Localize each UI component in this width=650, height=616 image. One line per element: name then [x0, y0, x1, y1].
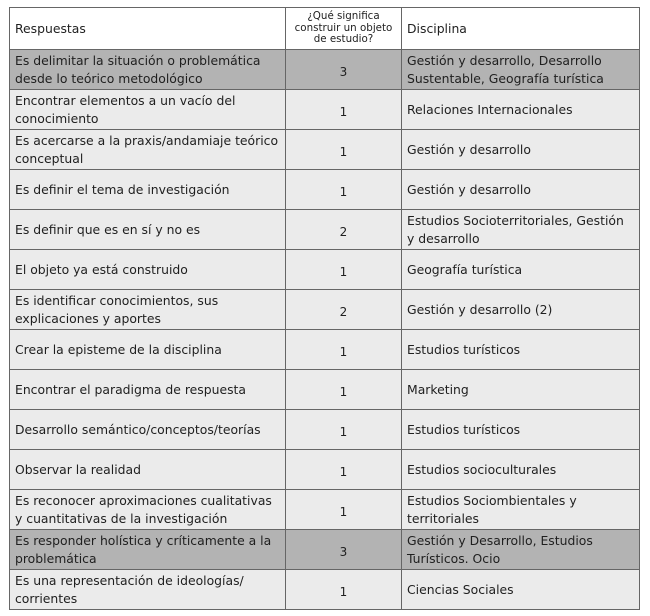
respuesta-cell: El objeto ya está construido — [10, 250, 286, 290]
responses-table — [9, 7, 640, 610]
disciplina-cell: Gestión y desarrollo, Desarrollo Sustentable, Geografía turística — [402, 50, 640, 90]
table-row — [10, 130, 640, 170]
respuesta-cell: Observar la realidad — [10, 450, 286, 490]
table-row — [10, 570, 640, 610]
count-cell: 1 — [286, 570, 402, 610]
respuesta-cell: Crear la episteme de la disciplina — [10, 330, 286, 370]
disciplina-cell: Estudios Sociombientales y territoriales — [402, 490, 640, 530]
disciplina-cell: Estudios turísticos — [402, 330, 640, 370]
table-row — [10, 450, 640, 490]
disciplina-cell: Gestión y desarrollo (2) — [402, 290, 640, 330]
count-cell: 1 — [286, 130, 402, 170]
respuesta-cell: Es responder holística y críticamente a la problemática — [10, 530, 286, 570]
count-cell: 2 — [286, 210, 402, 250]
header-respuestas: Respuestas — [10, 8, 286, 50]
respuesta-cell: Desarrollo semántico/conceptos/teorías — [10, 410, 286, 450]
table-row — [10, 290, 640, 330]
respuesta-cell: Encontrar elementos a un vacío del conocimiento — [10, 90, 286, 130]
table-row — [10, 170, 640, 210]
count-cell: 2 — [286, 290, 402, 330]
respuesta-cell: Es acercarse a la praxis/andamiaje teórico conceptual — [10, 130, 286, 170]
respuesta-cell: Es definir que es en sí y no es — [10, 210, 286, 250]
disciplina-cell: Relaciones Internacionales — [402, 90, 640, 130]
count-cell: 1 — [286, 490, 402, 530]
disciplina-cell: Gestión y desarrollo — [402, 170, 640, 210]
count-cell: 1 — [286, 170, 402, 210]
count-cell: 3 — [286, 50, 402, 90]
disciplina-cell: Estudios turísticos — [402, 410, 640, 450]
table-row — [10, 370, 640, 410]
table-row — [10, 250, 640, 290]
table-row — [10, 410, 640, 450]
respuesta-cell: Es identificar conocimientos, sus explicaciones y aportes — [10, 290, 286, 330]
count-cell: 1 — [286, 450, 402, 490]
respuesta-cell: Es reconocer aproximaciones cualitativas y cuantitativas de la investigación — [10, 490, 286, 530]
table-header-row — [10, 8, 640, 50]
table-row — [10, 490, 640, 530]
disciplina-cell: Estudios socioculturales — [402, 450, 640, 490]
count-cell: 1 — [286, 370, 402, 410]
disciplina-cell: Gestión y desarrollo — [402, 130, 640, 170]
table-row — [10, 50, 640, 90]
disciplina-cell: Gestión y Desarrollo, Estudios Turísticos. Ocio — [402, 530, 640, 570]
table-row — [10, 330, 640, 370]
count-cell: 3 — [286, 530, 402, 570]
respuesta-cell: Es una representación de ideologías/ corrientes — [10, 570, 286, 610]
header-que-significa: ¿Qué significa construir un objeto de estudio? — [286, 8, 402, 50]
respuesta-cell: Es definir el tema de investigación — [10, 170, 286, 210]
count-cell: 1 — [286, 250, 402, 290]
disciplina-cell: Ciencias Sociales — [402, 570, 640, 610]
respuesta-cell: Encontrar el paradigma de respuesta — [10, 370, 286, 410]
header-disciplina: Disciplina — [402, 8, 640, 50]
table-body — [10, 50, 640, 610]
table-row — [10, 530, 640, 570]
respuesta-cell: Es delimitar la situación o problemática desde lo teórico metodológico — [10, 50, 286, 90]
disciplina-cell: Estudios Socioterritoriales, Gestión y desarrollo — [402, 210, 640, 250]
disciplina-cell: Marketing — [402, 370, 640, 410]
table-row — [10, 210, 640, 250]
disciplina-cell: Geografía turística — [402, 250, 640, 290]
count-cell: 1 — [286, 90, 402, 130]
count-cell: 1 — [286, 330, 402, 370]
count-cell: 1 — [286, 410, 402, 450]
table-row — [10, 90, 640, 130]
